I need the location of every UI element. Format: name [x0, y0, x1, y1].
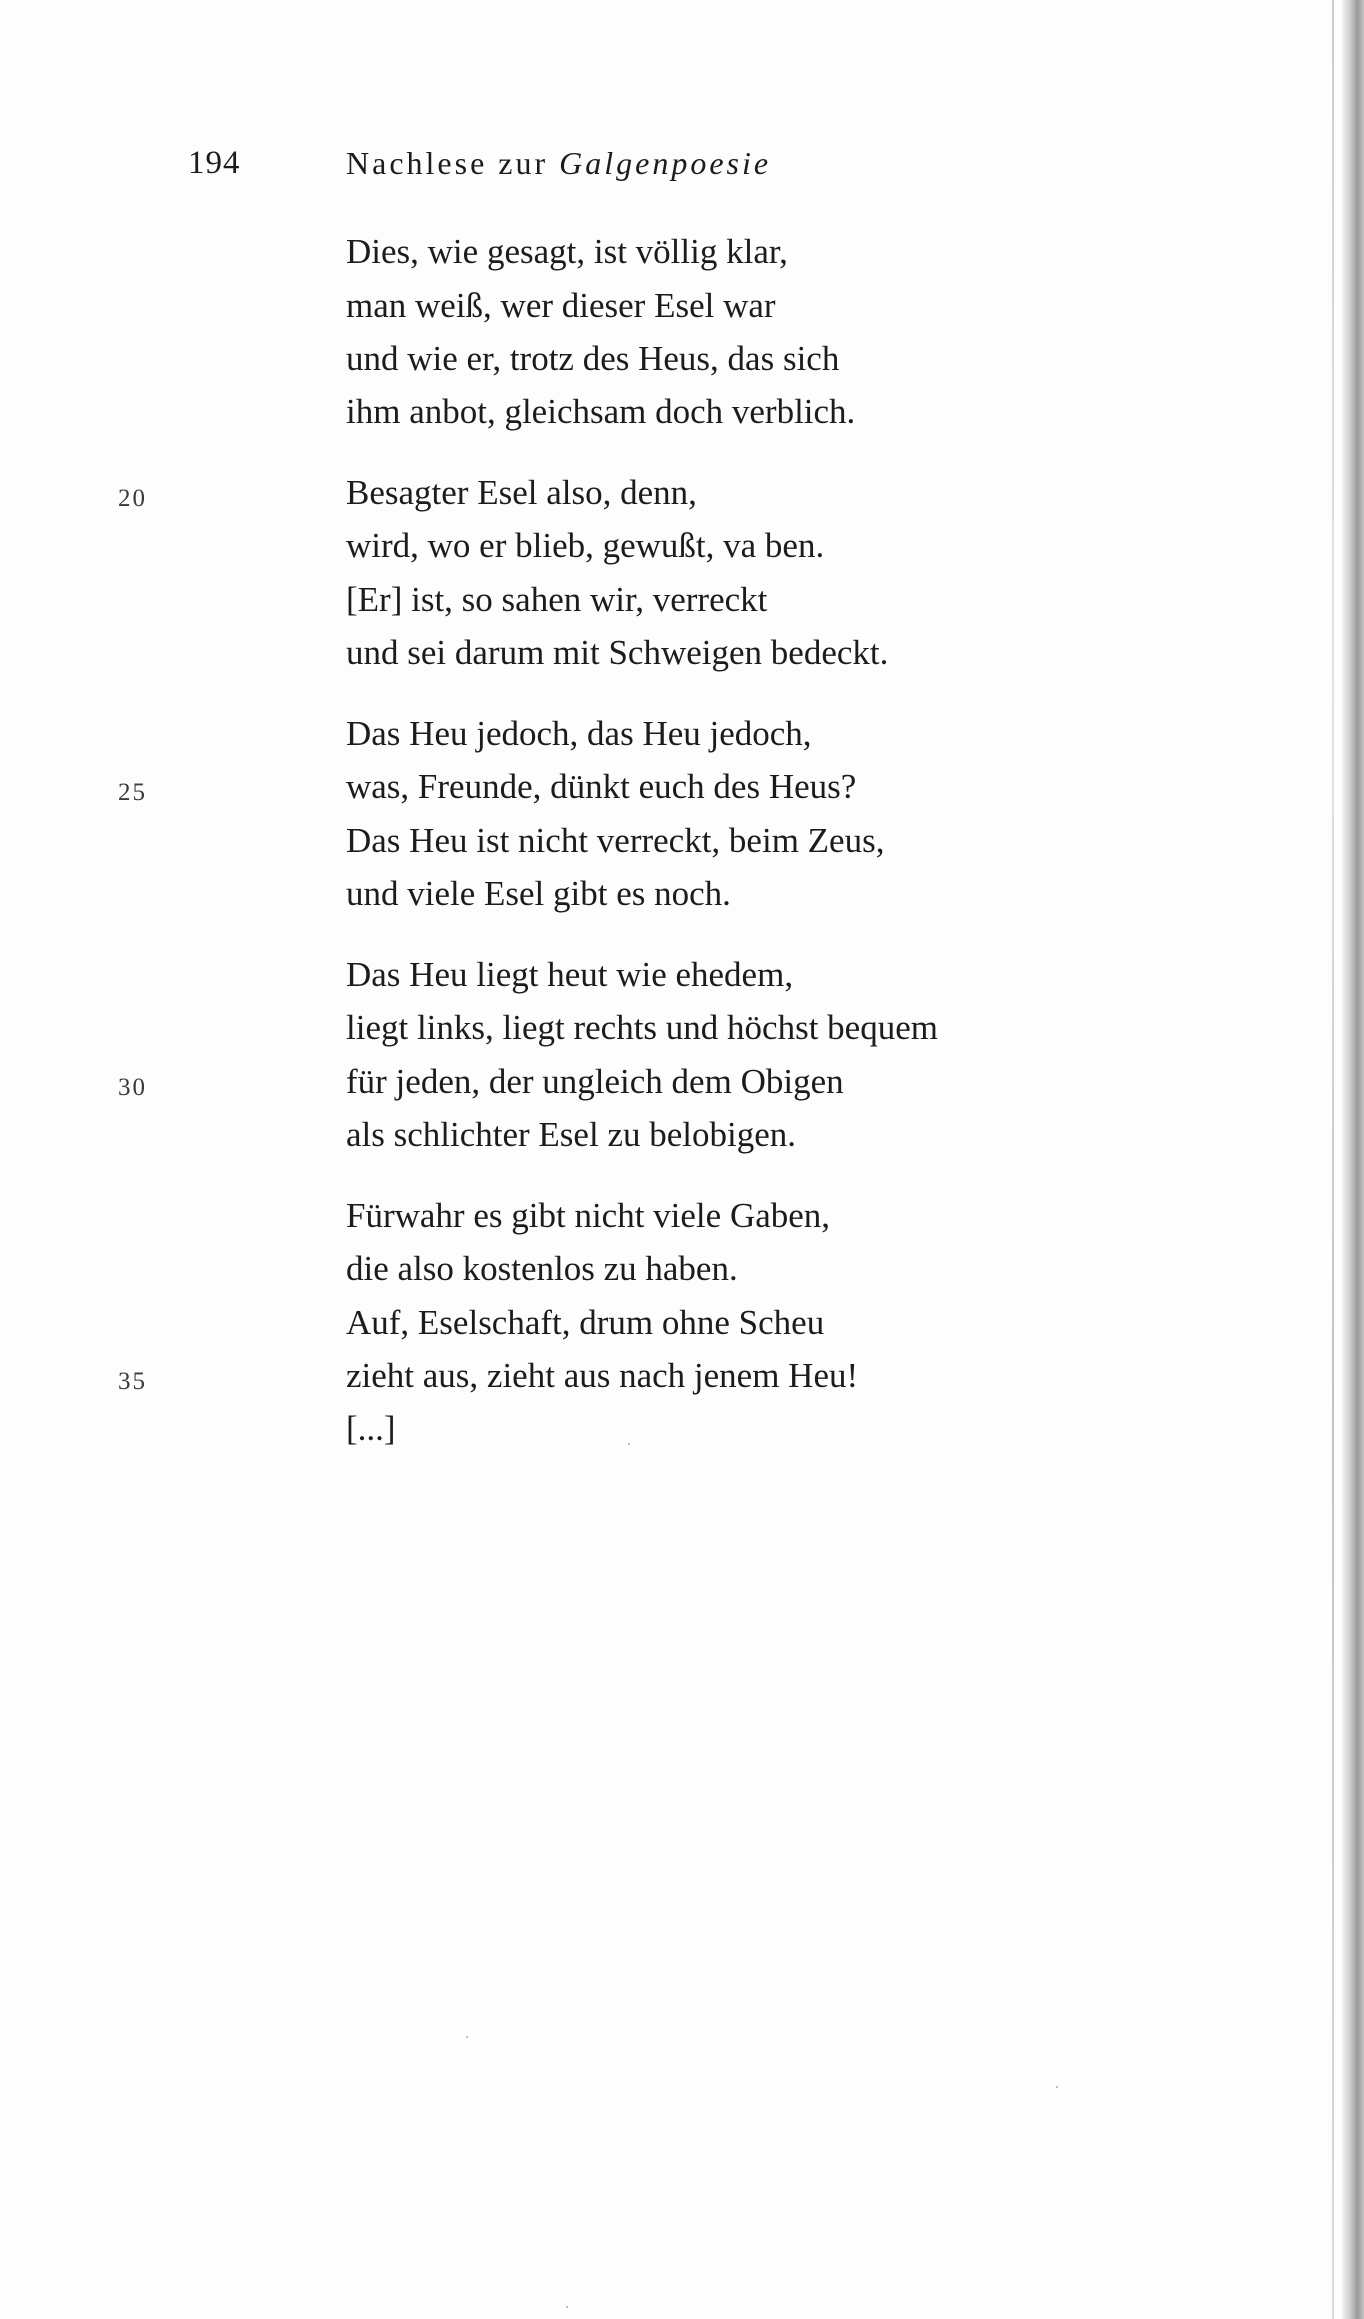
paper-speck [566, 2306, 568, 2308]
poem-line: die also kostenlos zu haben. [346, 1249, 738, 1288]
poem-line: und wie er, trotz des Heus, das sich [346, 339, 840, 378]
poem-line: Das Heu ist nicht verreckt, beim Zeus, [346, 821, 885, 860]
poem-line: und viele Esel gibt es noch. [346, 874, 731, 913]
poem-line: was, Freunde, dünkt euch des Heus? [346, 767, 857, 806]
poem-line: und sei darum mit Schweigen bedeckt. [346, 633, 889, 672]
poem-line: zieht aus, zieht aus nach jenem Heu! [346, 1356, 859, 1395]
poem-line: man weiß, wer dieser Esel war [346, 286, 776, 325]
paper-speck [628, 1443, 630, 1445]
running-head-title-italic: Galgenpoesie [559, 145, 772, 181]
poem-line: Auf, Eselschaft, drum ohne Scheu [346, 1303, 825, 1342]
line-number: 30 [118, 1074, 147, 1101]
poem-ellipsis: [...] [346, 1409, 396, 1448]
page-number: 194 [188, 145, 241, 181]
poem-line: [Er] ist, so sahen wir, verreckt [346, 580, 768, 619]
poem-line: liegt links, liegt rechts und höchst bequem [346, 1008, 938, 1047]
poem-line: Das Heu liegt heut wie ehedem, [346, 955, 794, 994]
paper-speck [1056, 2086, 1058, 2088]
poem-line: für jeden, der ungleich dem Obigen [346, 1062, 844, 1101]
poem-line: wird, wo er blieb, gewußt, va ben. [346, 526, 825, 565]
poem-line: als schlichter Esel zu belobigen. [346, 1115, 796, 1154]
paper-speck [466, 2036, 468, 2038]
spine-shadow [1342, 0, 1364, 2319]
poem-line: Dies, wie gesagt, ist völlig klar, [346, 232, 788, 271]
poem-line: Fürwahr es gibt nicht viele Gaben, [346, 1196, 831, 1235]
line-number: 35 [118, 1368, 147, 1395]
line-number: 20 [118, 485, 147, 512]
poem-line: Das Heu jedoch, das Heu jedoch, [346, 714, 812, 753]
spine-line [1332, 0, 1334, 2319]
poem-line: ihm anbot, gleichsam doch verblich. [346, 392, 856, 431]
running-head [346, 145, 771, 182]
running-head-title: Nachlese zur [346, 145, 549, 181]
line-number: 25 [118, 779, 147, 806]
poem-line: Besagter Esel also, denn, [346, 473, 697, 512]
